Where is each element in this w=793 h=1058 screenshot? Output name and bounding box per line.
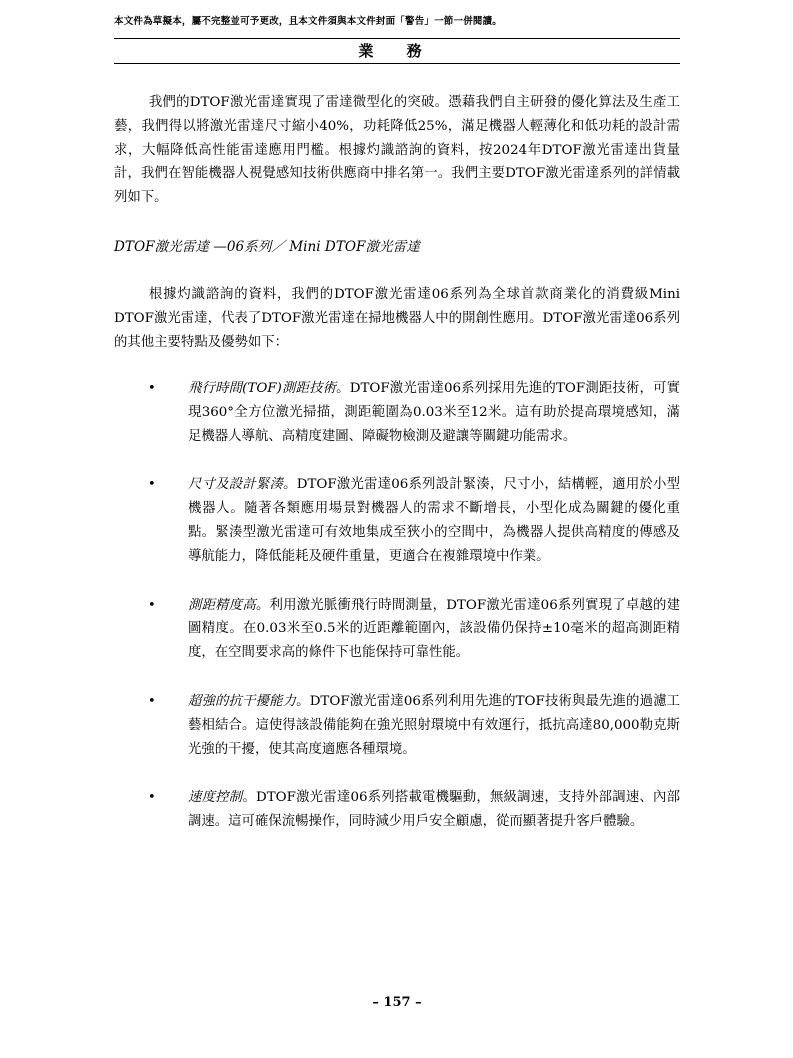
header-top-rule [114, 38, 680, 39]
feature-title: 速度控制 [188, 790, 243, 806]
feature-title: 測距精度高 [188, 597, 256, 613]
feature-item [114, 786, 680, 834]
title-separator: 。 [242, 790, 256, 806]
header-bottom-rule [114, 63, 680, 64]
title-separator: 。 [255, 597, 270, 613]
section-title: 業 務 [358, 42, 436, 60]
draft-warning-banner: 本文件為草擬本，屬不完整並可予更改，且本文件須與本文件封面「警告」一節一併閱讀。 [114, 16, 503, 27]
title-separator: 。 [283, 477, 297, 493]
series-subheading: DTOF激光雷達 —06系列／ Mini DTOF激光雷達 [114, 239, 420, 255]
feature-body: 利用激光脈衝飛行時間測量，DTOF激光雷達06系列實現了卓越的建圖精度。在0.03米至0.5米的近距離範圍內，該設備仍保持±10毫米的超高測距精度，在空間要求高的條件下也能保持可靠性能。 [188, 597, 681, 661]
feature-title: 超強的抗干擾能力 [188, 693, 297, 709]
intro-paragraph: 我們的DTOF激光雷達實現了雷達微型化的突破。憑藉我們自主研發的優化算法及生產工藝，我們得以將激光雷達尺寸縮小40%，功耗降低25%，滿足機器人輕薄化和低功耗的設計需求，大幅降低高性能雷達應用門檻。根據灼識諮詢的資料，按2024年DTOF激光雷達出貨量計，我們在智能機器人視覺感知技術供應商中排名第一。我們主要DTOF激光雷達系列的詳情載列如下。 [114, 95, 680, 206]
feature-list [114, 377, 680, 859]
feature-item [114, 594, 680, 665]
bullet-icon: • [148, 597, 156, 613]
feature-item [114, 377, 680, 448]
bullet-icon: • [148, 477, 156, 493]
bullet-icon: • [148, 790, 156, 806]
title-separator: 。 [296, 693, 310, 709]
bullet-icon: • [148, 693, 156, 709]
feature-title: 尺寸及設計緊湊 [188, 477, 284, 493]
feature-body: DTOF激光雷達06系列利用先進的TOF技術與最先進的過濾工藝相結合。這使得該設備能夠在強光照射環境中有效運行，抵抗高達80,000勒克斯光強的干擾，使其高度適應各種環境。 [188, 693, 681, 757]
bullet-icon: • [148, 381, 156, 396]
feature-item [114, 690, 680, 761]
feature-body: DTOF激光雷達06系列採用先進的TOF測距技術，可實現360°全方位激光掃描，測距範圍為0.03米至12米。這有助於提高環境感知，滿足機器人導航、高精度建圖、障礙物檢測及避讓等關鍵功能需求。 [188, 381, 680, 444]
feature-body: DTOF激光雷達06系列設計緊湊，尺寸小，結構輕，適用於小型機器人。隨著各類應用場景對機器人的需求不斷增長，小型化成為關鍵的優化重點。緊湊型激光雷達可有效地集成至狹小的空間中，為機器人提供高精度的傳感及導航能力，降低能耗及硬件重量，更適合在複雜環境中作業。 [188, 477, 681, 564]
series-paragraph: 根據灼識諮詢的資料，我們的DTOF激光雷達06系列為全球首款商業化的消費級Mini DTOF激光雷達，代表了DTOF激光雷達在掃地機器人中的開創性應用。DTOF激光雷達06系列的其他主要特點及優勢如下： [114, 287, 680, 350]
feature-title: 飛行時間(TOF)測距技術 [188, 381, 337, 396]
title-separator: 。 [336, 381, 350, 396]
feature-item [114, 473, 680, 568]
page-number: – 157 – [372, 995, 422, 1010]
feature-body: DTOF激光雷達06系列搭載電機驅動，無級調速，支持外部調速、內部調速。這可確保流暢操作，同時減少用戶安全顧慮，從而顯著提升客戶體驗。 [188, 790, 681, 830]
